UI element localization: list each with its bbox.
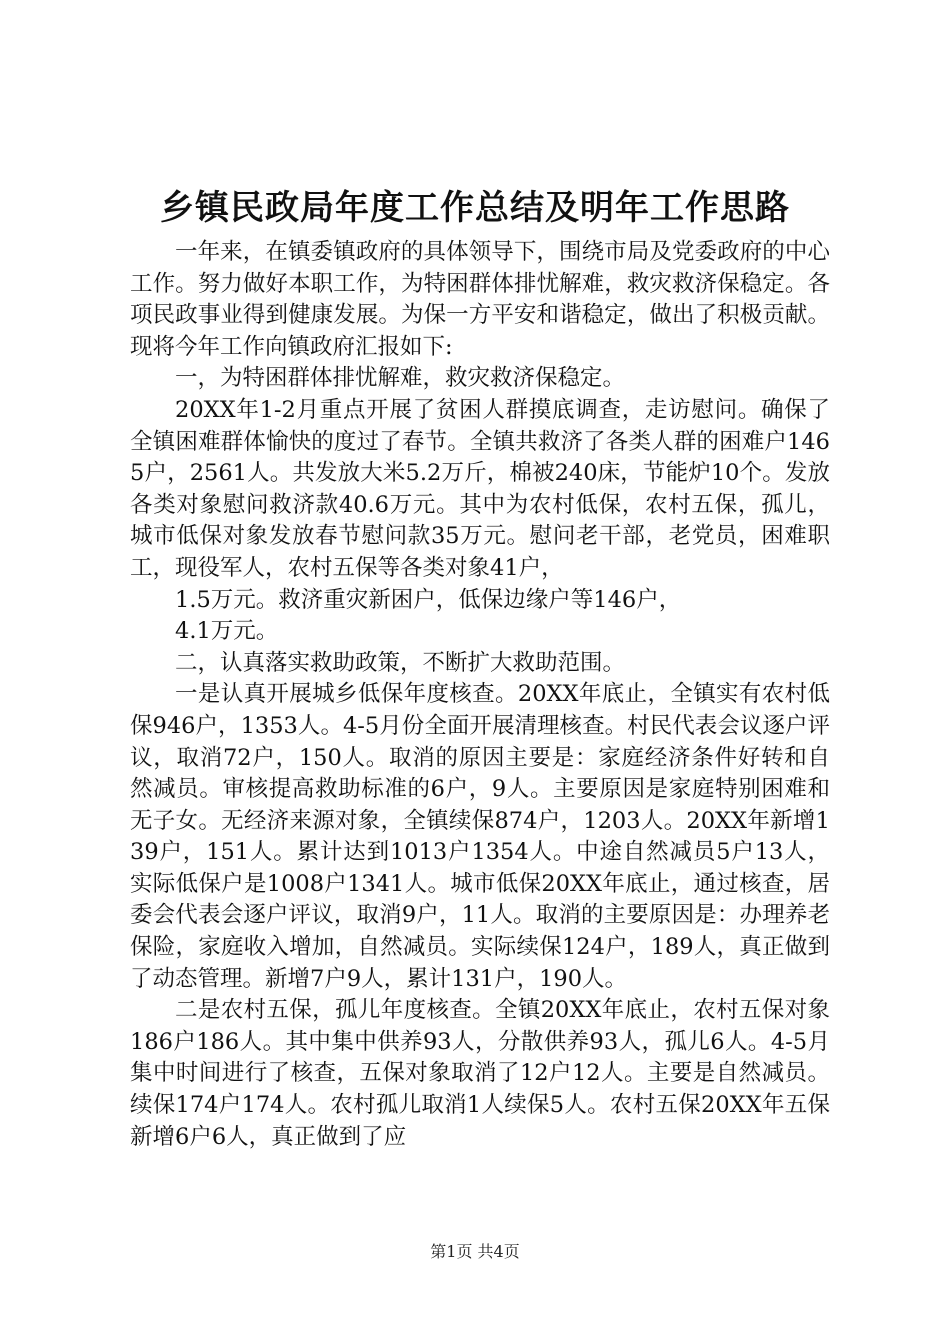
document-body <box>130 237 830 1153</box>
paragraph-five-guarantees: 二是农村五保，孤儿年度核查。全镇20XX年底止，农村五保对象186户186人。其中集中供养93人，分散供养93人，孤儿6人。4-5月集中时间进行了核查，五保对象取消了12户12人。主要是自然减员。续保174户174人。农村孤儿取消1人续保5人。农村五保20XX年五保新增6户6人，真正做到了应 <box>130 997 830 1150</box>
paragraph-relief-amount-2: 4.1万元。 <box>175 618 279 645</box>
paragraph-minimum-living-security: 一是认真开展城乡低保年度核查。20XX年底止，全镇实有农村低保946户，1353人。4-5月份全面开展清理核查。村民代表会议逐户评议，取消72户，150人。取消的原因主要是：家庭经济条件好转和自然减员。审核提高救助标准的6户，9人。主要原因是家庭特别困难和无子女。无经济来源对象，全镇续保874户，1203人。20XX年新增139户，151人。累计达到1013户1354人。中途自然减员5户13人，实际低保户是1008户1341人。城市低保20XX年底止，通过核查，居委会代表会逐户评议，取消9户，11人。取消的主要原因是：办理养老保险，家庭收入增加，自然减员。实际续保124户，189人，真正做到了动态管理。新增7户9人，累计131户，190人。 <box>130 681 830 992</box>
paragraph-intro: 一年来，在镇委镇政府的具体领导下，围绕市局及党委政府的中心工作。努力做好本职工作，为特困群体排忧解难，救灾救济保稳定。各项民政事业得到健康发展。为保一方平安和谐稳定，做出了积极贡献。现将今年工作向镇政府汇报如下: <box>130 239 830 360</box>
paragraph-relief-summary: 20XX年1-2月重点开展了贫困人群摸底调查，走访慰问。确保了全镇困难群体愉快的度过了春节。全镇共救济了各类人群的困难户1465户，2561人。共发放大米5.2万斤，棉被240床，节能炉10个。发放各类对象慰问救济款40.6万元。其中为农村低保，农村五保，孤儿，城市低保对象发放春节慰问款35万元。慰问老干部，老党员，困难职工，现役军人，农村五保等各类对象41户， <box>130 396 830 581</box>
page-footer: 第1页 共4页 <box>430 1242 520 1261</box>
section-heading-1: 一，为特困群体排忧解难，救灾救济保稳定。 <box>175 365 626 392</box>
paragraph-relief-amount-1: 1.5万元。救济重灾新困户，低保边缘户等146户， <box>175 586 682 613</box>
section-heading-2: 二，认真落实救助政策，不断扩大救助范围。 <box>175 649 626 676</box>
document-title: 乡镇民政局年度工作总结及明年工作思路 <box>160 188 790 228</box>
